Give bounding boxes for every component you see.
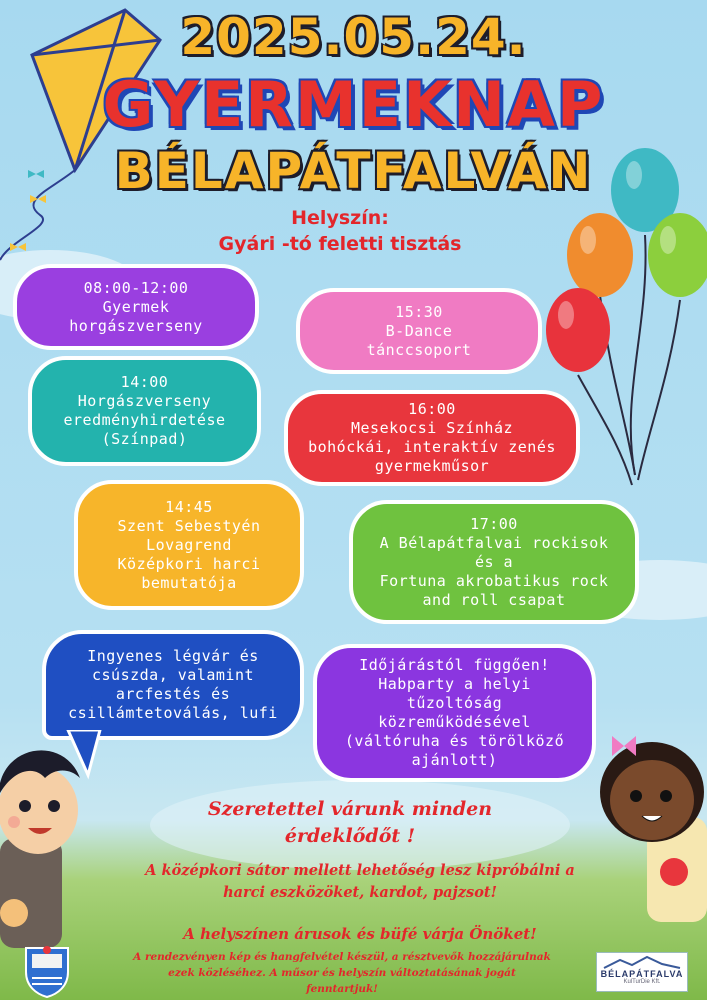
program-item [349, 500, 639, 624]
program-text: horgászverseny [69, 316, 203, 335]
program-text: Középkori harci [117, 554, 261, 573]
program-text: Szent Sebestyén [117, 516, 261, 535]
program-text: eredményhirdetése [63, 411, 226, 429]
extras-text: (váltóruha és törölköző [344, 732, 565, 750]
program-text: A Bélapátfalvai rockisok [379, 533, 609, 552]
welcome-line: érdeklődőt ! [284, 825, 416, 847]
program-time: 14:00 [120, 373, 169, 391]
boy-illustration [0, 738, 80, 948]
venue-name: Gyári -tó feletti tisztás [218, 233, 462, 255]
program-text: gyermekműsor [374, 457, 490, 475]
program-text: Horgászverseny [77, 392, 212, 410]
extras-text: közreműködésével [378, 713, 531, 731]
program-text: Fortuna akrobatikus rock [379, 571, 609, 590]
program-item [296, 288, 542, 374]
town-logo-name: BÉLAPÁTFALVA [600, 969, 684, 979]
program-text: and roll csapat [422, 590, 566, 609]
program-text: Gyermek [102, 297, 170, 316]
program-time: 08:00-12:00 [83, 278, 189, 297]
town-logo-sub: KulTurDie Kft. [623, 979, 661, 985]
program-item [74, 480, 304, 610]
program-text: bemutatója [141, 573, 237, 592]
extras-right [313, 644, 596, 782]
event-town: BÉLAPÁTFALVÁN [114, 142, 593, 200]
vendors-text: A helyszínen árusok és büfé várja Önöket! [183, 925, 537, 943]
welcome-line: Szeretettel várunk minden [207, 798, 493, 820]
extras-text: ajánlott) [411, 751, 498, 769]
town-logo [596, 952, 688, 992]
extras-left [42, 630, 304, 740]
coat-of-arms-logo [22, 944, 72, 998]
program-item [284, 390, 580, 486]
program-time: 17:00 [470, 514, 518, 533]
disclaimer-line: A rendezvényen kép és hangfelvétel készül, a résztvevők hozzájárulnak [133, 951, 551, 963]
program-text: Lovagrend [146, 535, 232, 554]
program-time: 16:00 [408, 400, 456, 418]
extras-text: Időjárástól függően! [359, 656, 550, 674]
medieval-line: A középkori sátor mellett lehetőség lesz kipróbálni a [145, 862, 575, 879]
program-time: 14:45 [165, 497, 213, 516]
program-item [28, 356, 261, 466]
extras-text: Habparty a helyi [378, 675, 531, 693]
program-text: Mesekocsi Színház [350, 419, 514, 437]
extras-text: Ingyenes légvár és [87, 647, 259, 665]
program-time: 15:30 [395, 302, 443, 321]
extras-text: csúszda, valamint [91, 666, 255, 684]
program-text: és a [474, 552, 514, 571]
extras-text: csillámtetoválás, lufi [68, 704, 278, 722]
extras-text: tűzoltóság [406, 694, 503, 712]
extras-text: arcfestés és [115, 685, 231, 703]
medieval-text [80, 860, 640, 904]
mountain-icon [602, 955, 682, 969]
disclaimer-line: fenntartjuk! [306, 983, 378, 995]
medieval-line: harci eszközöket, kardot, pajzsot! [223, 884, 497, 901]
welcome-text [110, 796, 590, 850]
event-date: 2025.05.24. [180, 8, 527, 66]
event-title: GYERMEKNAP [102, 68, 605, 141]
program-text: bohóckái, interaktív zenés [308, 438, 556, 456]
program-text: tánccsoport [366, 340, 472, 359]
venue-label: Helyszín: [291, 207, 389, 229]
disclaimer-line: ezek közléséhez. A műsor és helyszín változtatásának jogát [168, 967, 516, 979]
program-text: (Színpad) [101, 430, 188, 448]
disclaimer [82, 949, 602, 997]
program-item [13, 264, 259, 350]
program-text: B-Dance [385, 321, 453, 340]
venue [140, 205, 540, 257]
